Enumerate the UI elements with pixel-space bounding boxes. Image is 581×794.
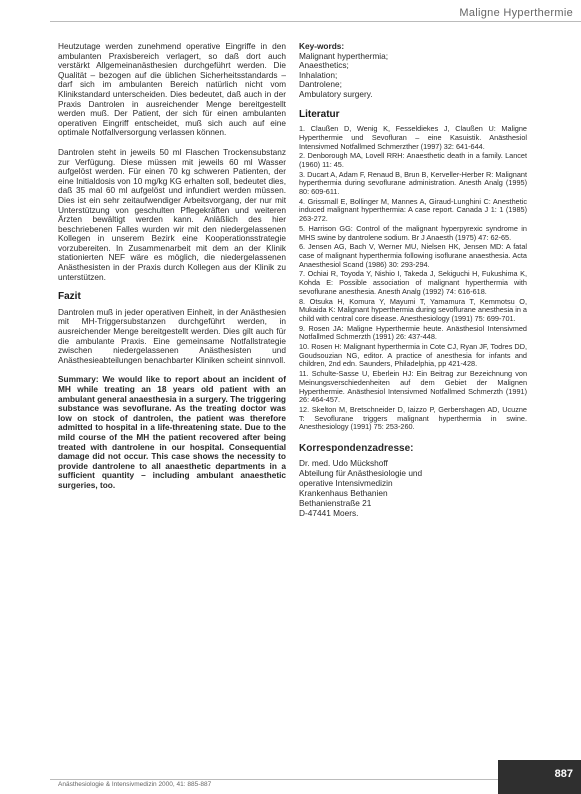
keyword-item: Ambulatory surgery. — [299, 88, 373, 99]
keywords-label: Key-words: — [299, 41, 345, 51]
footer-source: Anästhesiologie & Intensivmedizin 2000, 41: 885-887 — [58, 781, 212, 788]
reference-item: 8. Otsuka H, Komura Y, Mayumi T, Yamamura T, Kemmotsu O, Mukaida K: Malignant hyperthermia during sevoflurane anesthesia in a child with central core disease. Anesthesiology (1991) 75: 699-701. — [299, 296, 527, 323]
english-summary: Summary: We would like to report about an incident of MH while treating an 18 years old patient with an ambulant general anaesthesia in a surgery. The triggering substance was sevoflurane. As the treating doctor was low on stock of dantrolen, the patient was therefore admitted to hospital in a life-threatening state. Due to the mild course of the MH the patient recovered after being treated with dantrolene in our hospital. Consequential damage did not occur. This case shows the necessity to provide dantrolene to all anaesthetic departments in a sufficient quantity – including ambulant anaesthetic surgeries, too. — [58, 374, 286, 490]
fazit-heading: Fazit — [58, 291, 81, 303]
address-line: Dr. med. Udo Mückshoff — [299, 457, 388, 468]
reference-item: 6. Jensen AG, Bach V, Werner MU, Nielsen HK, Jensen MD: A fatal case of malignant hyperthermia following isoflurane anaesthesia. Acta Anaesthesiol Scand (1986) 30: 293-294. — [299, 242, 527, 269]
reference-item: 7. Ochiai R, Toyoda Y, Nishio I, Takeda J, Sekiguchi H, Fukushima K, Kohda E: Possible association of malignant hyperthermia with sevoflurane anesthesia. Anesth Analg (1992) 74: 616-618. — [299, 269, 527, 296]
running-header: Maligne Hyperthermie — [453, 7, 573, 19]
header-rule — [50, 21, 581, 22]
address-heading: Korrespondenzadresse: — [299, 443, 414, 455]
body-paragraph: Dantrolen steht in jeweils 50 ml Flaschen Trockensubstanz zur Verfügung. Diese müssen mit jeweils 60 ml Wasser aufgelöst werden. Für einen 70 kg schweren Patienten, der eine Initialdosis von 10 mg/kg KG erhalten soll, bedeutet dies, daß 35 mal 60 ml aufgelöst und infundiert werden müssen. Dies ist ein sehr zeitaufwendiger Arbeitsvorgang, der nur mit Unterstützung von geschulten Pflegekräften und weiteren Ärzten bewältigt werden kann. Anläßlich des hier beschriebenen Falles wurden wir mit den niedergelassenen Kollegen in unserem Bezirk eine Kooperationsstrategie vorzubereiten. In Zusammenarbeit mit dem an der Klinik stationierten NEF wäre es möglich, die niedergelassenen Anästhesisten in der Praxis durch Kollegen aus der Klinik zu unterstützen. — [58, 146, 286, 282]
reference-item: 3. Ducart A, Adam F, Renaud B, Brun B, Kerveller-Herber R: Malignant hyperthermia during sevoflurane administration. Anesth Analg (1995) 80: 609-611. — [299, 169, 527, 197]
keywords-list — [299, 52, 527, 100]
reference-item: 12. Skelton M, Bretschneider D, Iaizzo P, Gerbershagen AD, Ucuzne T: Sevoflurane triggers malignant hyperthermia in swine. Anesthesiology (1991) 75: 253-260. — [299, 404, 527, 432]
reference-item: 5. Harrison GG: Control of the malignant hyperpyrexic syndrome in MHS swine by dantrolene sodium. Br J Anaesth (1975) 47: 62-65. — [299, 223, 527, 242]
right-column — [299, 42, 527, 518]
body-paragraph: Heutzutage werden zunehmend operative Eingriffe in den ambulanten Praxisbereich verlagert, so daß dort auch verstärkt Allgemeinanästhesien durchgeführt werden. Die Qualität – bezogen auf die üblichen Sicherheitsstandards – darf sich im ambulanten Bereich natürlich nicht vom Klinikstandard unterscheiden. Dies bedeutet, daß auch in der Praxis Dantrolen in ausreichender Menge bereitgestellt werden muß. Der Patient, der sich für einen ambulanten operativen Eingriff entscheidet, muß sich auch auf eine optimale Notfallversorgung verlassen können. — [58, 41, 286, 138]
page-number-tab — [498, 760, 581, 794]
reference-item: 2. Denborough MA, Lovell RRH: Anaesthetic death in a family. Lancet (1960) 11: 45. — [299, 151, 527, 169]
address-line: operative Intensivmedizin — [299, 477, 393, 488]
reference-item: 11. Schulte-Sasse U, Eberlein HJ: Ein Beitrag zur Bezeichnung von Meinungsverschiedenheiten auf dem Gebiet der Malignen Hyperthermie. Anästhesiol Intensivmed Notfallmed Schmerzth (1991) 26: 464-457. — [299, 369, 527, 405]
reference-item: 10. Rosen H: Malignant hyperthermia in Cote CJ, Ryan JF, Todres DD, Goudsouzian NG, editor. A practice of anesthesia for infants and children, 2nd edn. Saunders, Philadelphia, pp 421-428. — [299, 342, 527, 369]
address-line: Bethanienstraße 21 — [299, 497, 372, 508]
keyword-item: Malignant hyperthermia; — [299, 50, 389, 61]
literature-heading: Literatur — [299, 108, 340, 120]
footer-rule — [50, 779, 500, 780]
left-column — [58, 42, 286, 501]
address-line: Abteilung für Anästhesiologie und — [299, 467, 423, 478]
keyword-item: Dantrolene; — [299, 79, 342, 90]
keyword-item: Inhalation; — [299, 69, 338, 80]
reference-item: 4. Grissmall E, Bollinger M, Mannes A, Giraud-Lunghini C: Anesthetic induced malignant hyperthermia: A case report. Canada J 1: 1 (1985) 263-272. — [299, 196, 527, 224]
reference-list — [299, 125, 527, 432]
page-number: 887 — [554, 768, 573, 780]
keyword-item: Anaesthetics; — [299, 60, 349, 71]
address-line: Krankenhaus Bethanien — [299, 487, 388, 498]
reference-item: 1. Claußen D, Wenig K, Fesseldiekes J, Claußen U: Maligne Hyperthermie und Sevofluran – eine Kasuistik. Anästhesiol Intensivmed Notfallmed Schmerzther (1997) 32: 641-644. — [299, 124, 527, 151]
reference-item: 9. Rosen JA: Maligne Hyperthermie heute. Anästhesiol Intensivmed Notfallmed Schmerzth (1991) 26: 437-448. — [299, 323, 527, 342]
address-line: D-47441 Moers. — [299, 507, 359, 518]
fazit-paragraph: Dantrolen muß in jeder operativen Einheit, in der Anästhesien mit MH-Triggersubstanzen durchgeführt werden, in ausreichender Menge bereitgestellt werden. Dies gilt auch für die ambulante Praxis. Eine gemeinsame Notfallstrategie zwischen niedergelassenen Anästhesisten und Anästhesieabteilungen benachbarter Kliniken scheint sinnvoll. — [58, 306, 286, 365]
correspondence-address — [299, 458, 527, 518]
